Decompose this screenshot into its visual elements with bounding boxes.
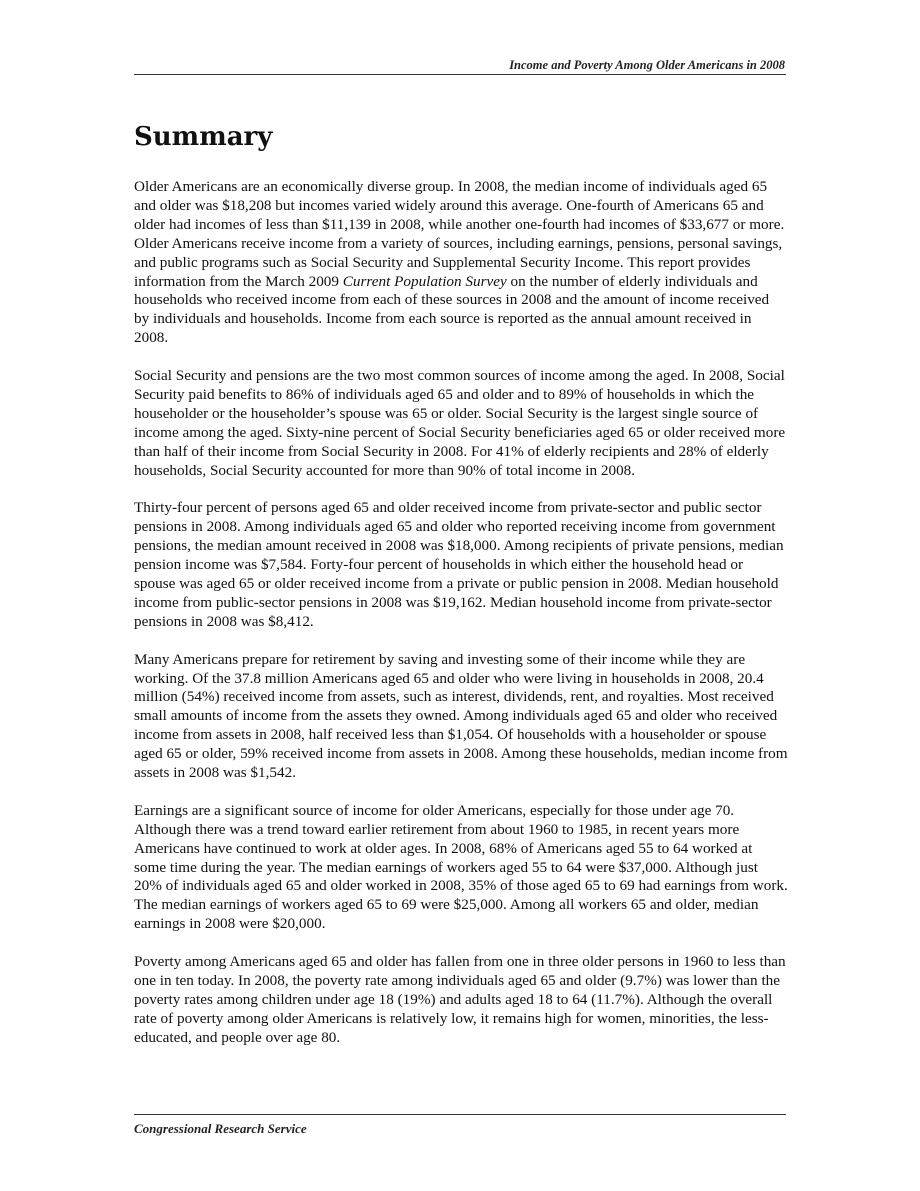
paragraph-overview-text-before: Older Americans are an economically diverse group. In 2008, the median income of individuals aged 65 and older was $18,208 but incomes varied widely around this average. One-fourth of Americans 65 and older had incomes of less than $11,139 in 2008, while another one-fourth had incomes of $33,677 or more. Older Americans receive income from a variety of sources, including earnings, pensions, personal savings, and public programs such as Social Security and Supplemental Security Income. This report provides information from the March 2009 [134,178,785,290]
footer-rule [134,1114,786,1115]
summary-body [134,178,788,1067]
paragraph-pensions: Thirty-four percent of persons aged 65 and older received income from private-sector and public sector pensions in 2008. Among individuals aged 65 and older who reported receiving income from government pensions, the median amount received in 2008 was $18,000. Among recipients of private pensions, median pension income was $7,584. Forty-four percent of households in which either the household head or spouse was aged 65 or older received income from a private or public pension in 2008. Median household income from public-sector pensions in 2008 was $19,162. Median household income from private-sector pensions in 2008 was $8,412. [134,499,784,630]
paragraph-overview [134,178,788,348]
paragraph-social-security: Social Security and pensions are the two most common sources of income among the aged. In 2008, Social Security paid benefits to 86% of individuals aged 65 and older and to 89% of households in which the householder or the householder’s spouse was 65 or older. Social Security is the largest single source of income among the aged. Sixty-nine percent of Social Security beneficiaries aged 65 or older received more than half of their income from Social Security in 2008. For 41% of elderly recipients and 28% of elderly households, Social Security accounted for more than 90% of total income in 2008. [134,367,786,479]
section-title: Summary [134,122,273,152]
paragraph-poverty: Poverty among Americans aged 65 and older has fallen from one in three older persons in 1960 to less than one in ten today. In 2008, the poverty rate among individuals aged 65 and older (9.7%) was lower than the poverty rates among children under age 18 (19%) and adults aged 18 to 64 (11.7%). Although the overall rate of poverty among older Americans is relatively low, it remains high for women, minorities, the less-educated, and people over age 80. [134,953,786,1046]
paragraph-overview-text-after: on the number of elderly individuals and households who received income from each of these sources in 2008 and the amount of income received by individuals and households. Income from each source is reported as the annual amount received in 2008. [134,272,770,347]
running-footer: Congressional Research Service [134,1121,307,1136]
paragraph-assets: Many Americans prepare for retirement by saving and investing some of their income while they are working. Of the 37.8 million Americans aged 65 and older who were living in households in 2008, 20.4 million (54%) received income from assets, such as interest, dividends, rent, and royalties. Most received small amounts of income from the assets they owned. Among individuals aged 65 and older who received income from assets in 2008, half received less than $1,054. Of households with a householder or spouse aged 65 or older, 59% received income from assets in 2008. Among these households, median income from assets in 2008 was $1,542. [134,650,788,782]
survey-title: Current Population Survey [342,272,507,290]
header-rule [134,74,786,75]
running-header: Income and Poverty Among Older Americans in 2008 [509,58,785,72]
paragraph-earnings: Earnings are a significant source of income for older Americans, especially for those under age 70. Although there was a trend toward earlier retirement from about 1960 to 1985, in recent years more Americans have continued to work at older ages. In 2008, 68% of Americans aged 55 to 64 worked at some time during the year. The median earnings of workers aged 55 to 64 were $37,000. Although just 20% of individuals aged 65 and older worked in 2008, 35% of those aged 65 to 69 had earnings from work. The median earnings of workers aged 65 to 69 were $25,000. Among all workers 65 and older, median earnings in 2008 were $20,000. [134,801,788,933]
